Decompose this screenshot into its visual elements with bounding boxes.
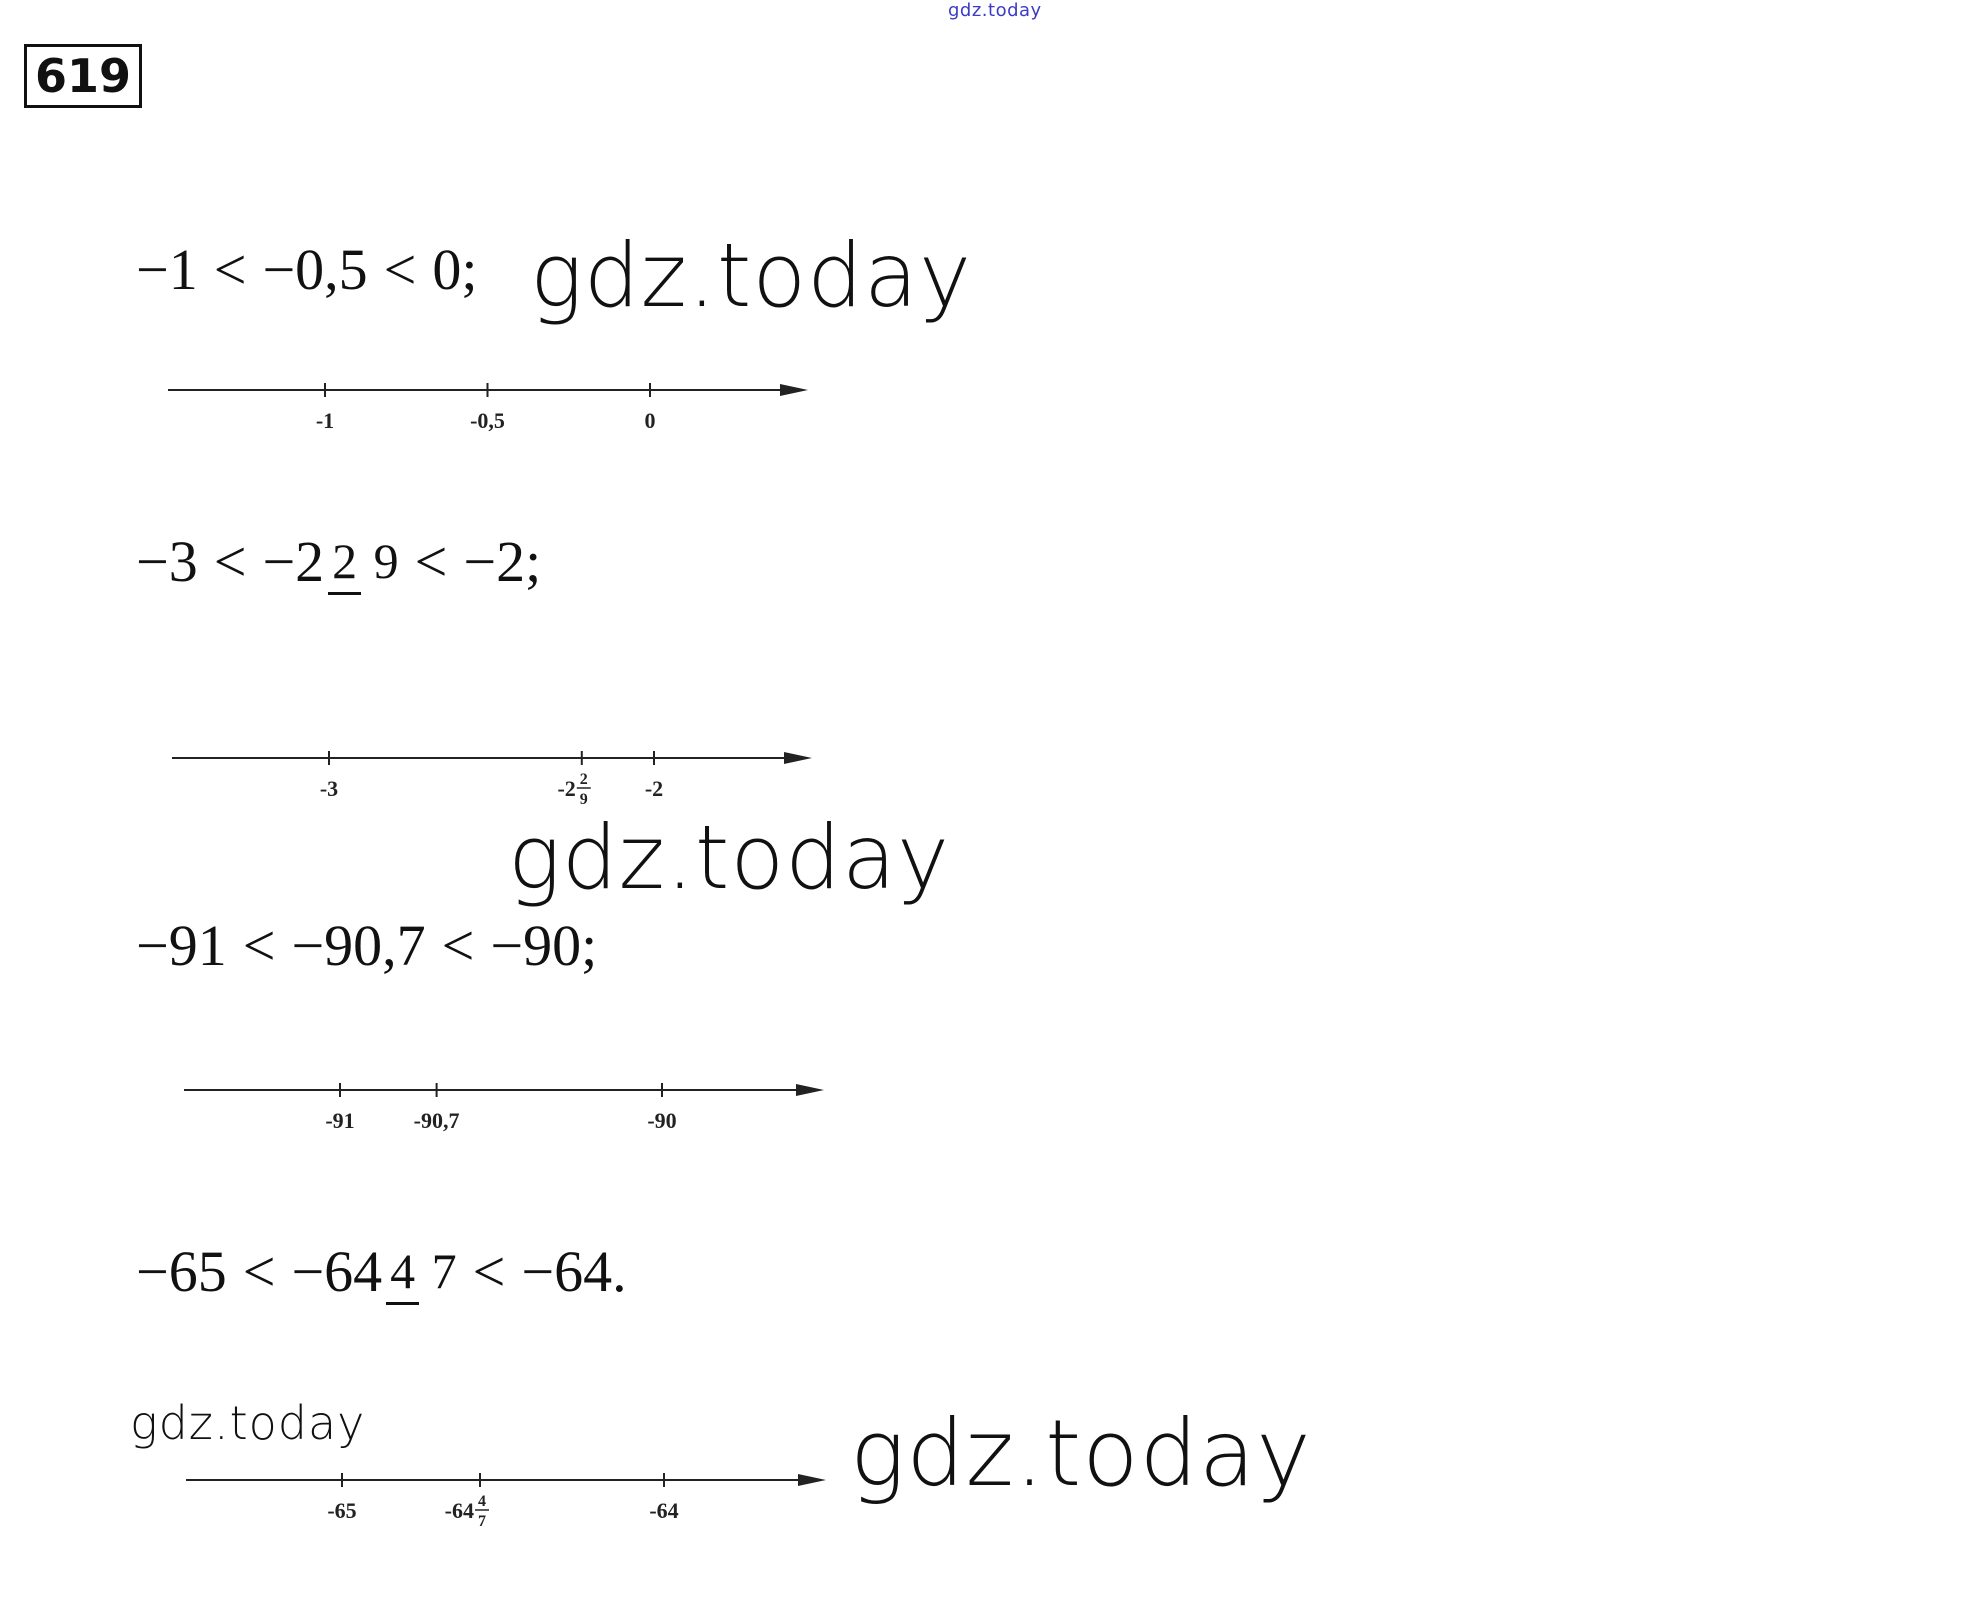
tick-label: -2 <box>644 776 664 801</box>
axis-arrow-icon <box>798 1474 826 1486</box>
inequality-4-fraction-den: 7 <box>431 1243 457 1299</box>
inequality-4-op-2: < <box>472 1239 506 1304</box>
axis-arrow-icon <box>780 384 808 396</box>
inequality-3-term-3: −90; <box>490 913 598 978</box>
tick-label: -3 <box>319 776 339 801</box>
inequality-4-fraction <box>386 1238 457 1305</box>
inequality-4-op-1: < <box>242 1239 276 1304</box>
tick-label: -2 <box>557 776 576 801</box>
inequality-2-op-1: < <box>213 529 247 594</box>
tick-label: -0,5 <box>470 408 505 433</box>
watermark-2: gdz.today <box>508 806 951 909</box>
inequality-2 <box>136 528 541 595</box>
inequality-2-term-1: −3 <box>136 529 198 594</box>
inequality-2-op-2: < <box>414 529 448 594</box>
inequality-3-term-1: −91 <box>136 913 227 978</box>
inequality-2-fraction-num: 2 <box>328 536 361 595</box>
inequality-1-term-2: −0,5 <box>262 237 368 302</box>
axis-arrow-icon <box>796 1084 824 1096</box>
tick-label: -90 <box>647 1108 677 1133</box>
number-line-1 <box>168 372 808 442</box>
task-number: 619 <box>24 44 142 108</box>
inequality-3-op-1: < <box>242 913 276 978</box>
tick-label-fraction-num: 4 <box>478 1493 487 1510</box>
header-watermark: gdz.today <box>948 0 1042 21</box>
tick-label-fraction-num: 2 <box>579 771 588 788</box>
inequality-2-term-3: −2; <box>463 529 542 594</box>
tick-label-fraction-den: 9 <box>579 791 588 808</box>
watermark-4: gdz.today <box>850 1400 1312 1507</box>
inequality-4-term-2: −64 <box>291 1239 383 1304</box>
inequality-4 <box>136 1238 627 1305</box>
watermark-3: gdz.today <box>130 1396 366 1450</box>
tick-label: -65 <box>327 1498 357 1523</box>
tick-label: -1 <box>315 408 335 433</box>
tick-label: -91 <box>325 1108 355 1133</box>
inequality-1 <box>136 236 478 303</box>
inequality-1-term-1: −1 <box>136 237 198 302</box>
inequality-1-term-3: 0; <box>432 237 478 302</box>
inequality-3 <box>136 912 597 979</box>
axis-arrow-icon <box>784 752 812 764</box>
inequality-3-term-2: −90,7 <box>291 913 426 978</box>
inequality-1-op-2: < <box>383 237 417 302</box>
tick-label: -64 <box>649 1498 679 1523</box>
tick-label: -64 <box>444 1498 475 1523</box>
inequality-2-term-2: −2 <box>262 529 325 594</box>
tick-label: 0 <box>644 408 656 433</box>
inequality-4-term-1: −65 <box>136 1239 227 1304</box>
inequality-4-term-3: −64. <box>521 1239 627 1304</box>
tick-label: -90,7 <box>413 1108 460 1133</box>
number-line-4 <box>186 1462 826 1552</box>
inequality-2-fraction-den: 9 <box>373 533 399 589</box>
inequality-2-fraction <box>328 528 399 595</box>
inequality-1-op-1: < <box>213 237 247 302</box>
inequality-3-op-2: < <box>441 913 475 978</box>
inequality-4-fraction-num: 4 <box>386 1246 419 1305</box>
number-line-3 <box>184 1072 824 1142</box>
watermark-1: gdz.today <box>530 224 973 327</box>
tick-label-fraction-den: 7 <box>478 1513 487 1530</box>
